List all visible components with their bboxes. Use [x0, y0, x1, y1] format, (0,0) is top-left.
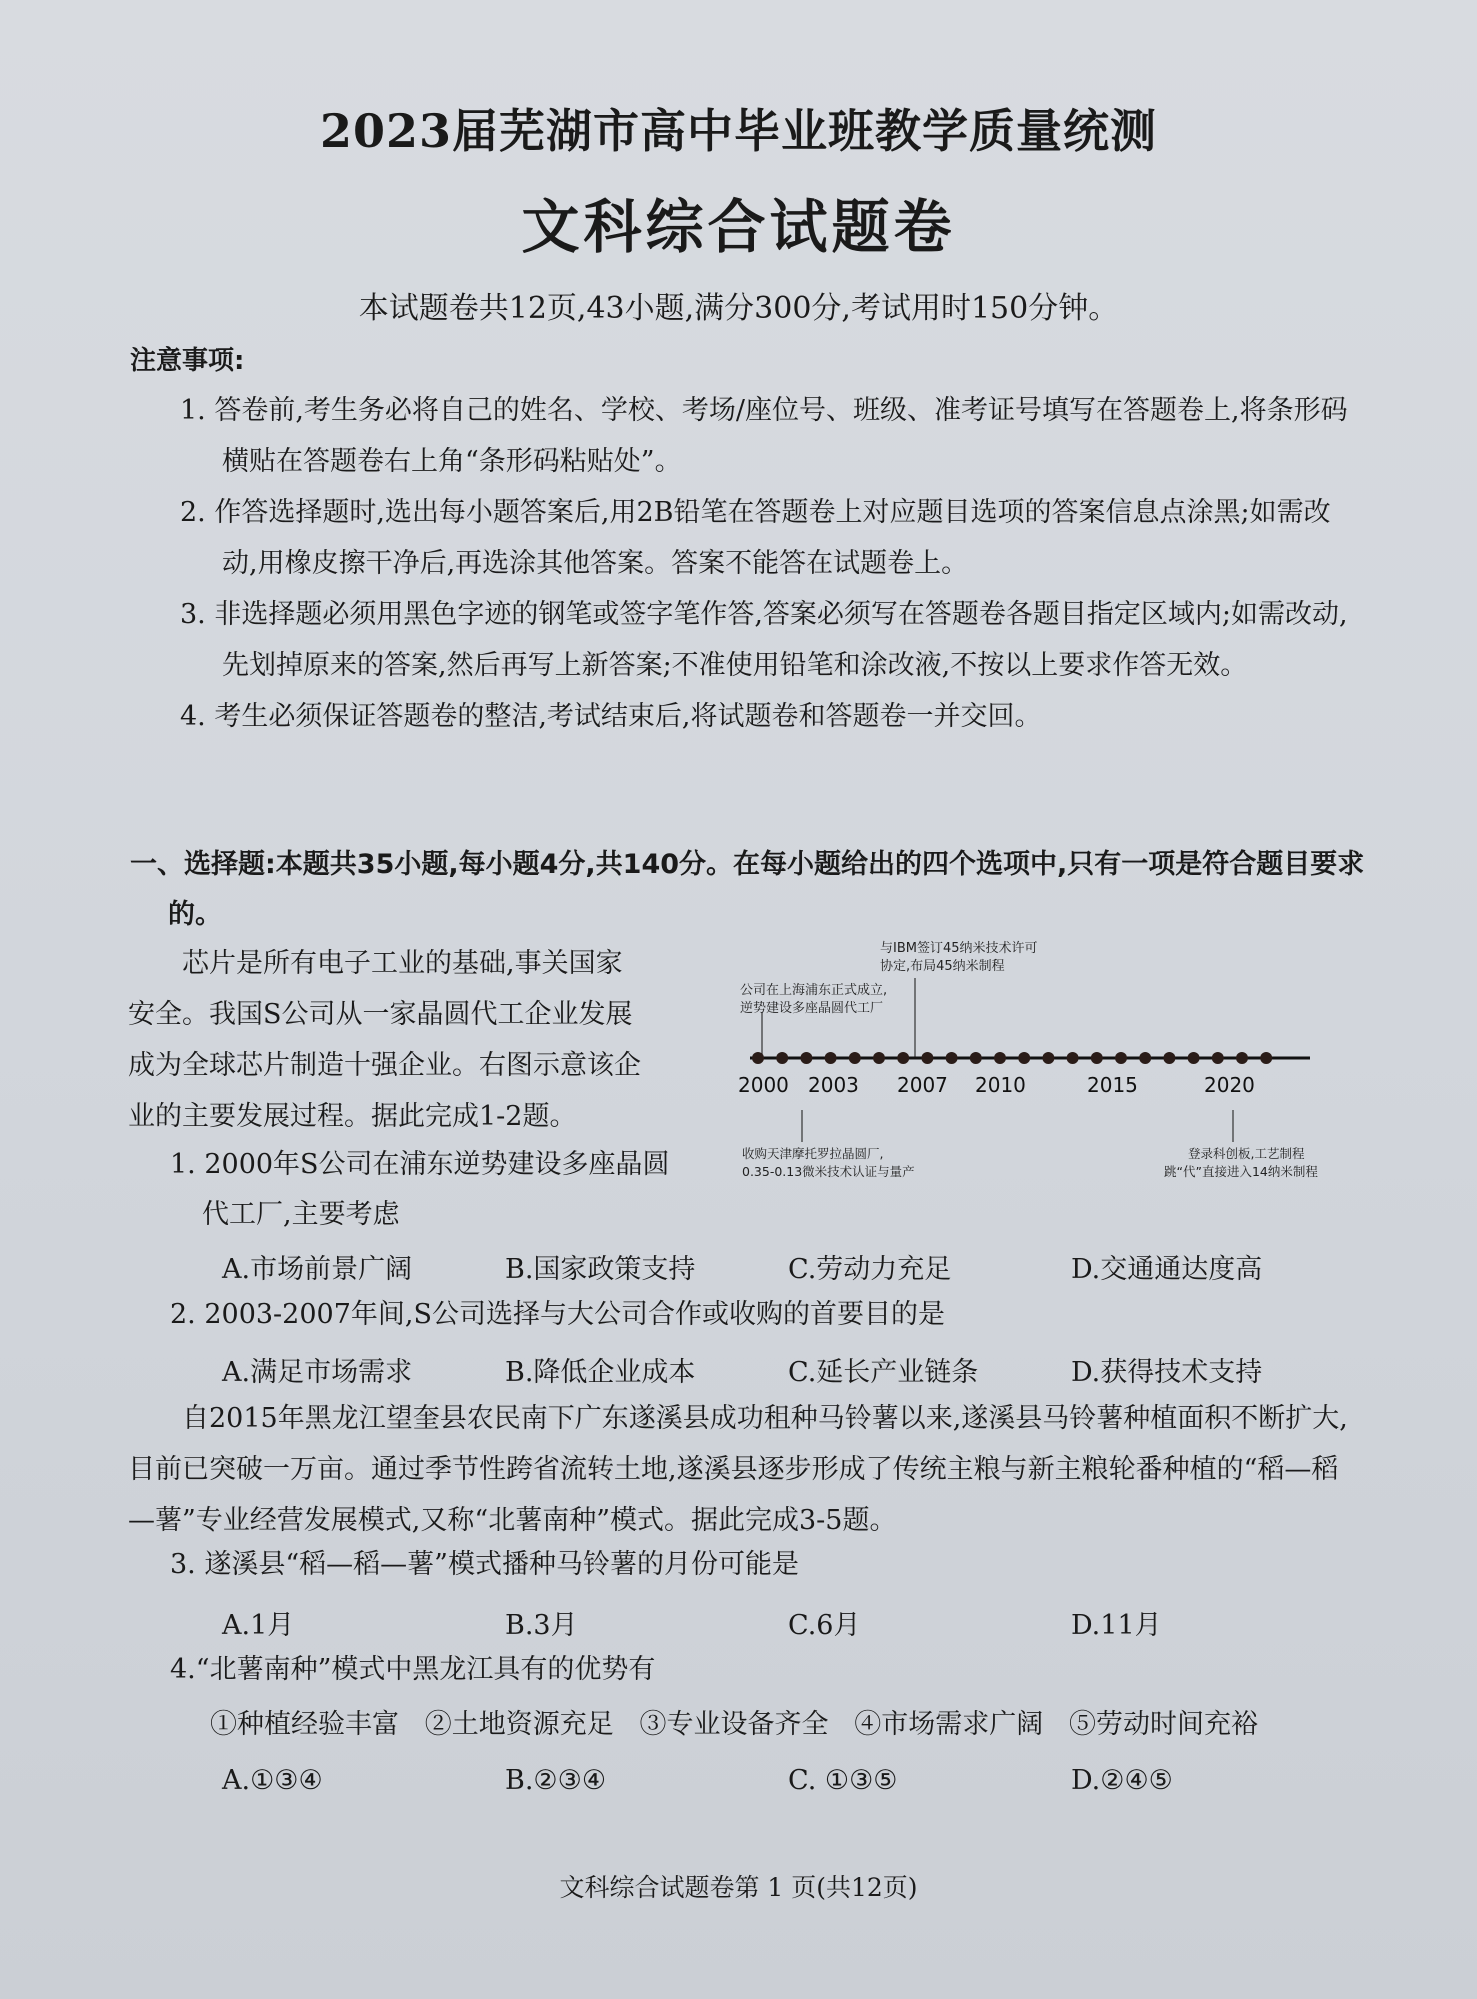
passage-chip — [128, 938, 698, 1142]
timeline-year-dot — [1236, 1052, 1248, 1064]
timeline-year: 2003 — [808, 1073, 859, 1097]
question-stem: 1. 2000年S公司在浦东逆势建设多座晶圆代工厂,主要考虑 — [170, 1149, 670, 1230]
option-d[interactable]: D.获得技术支持 — [1071, 1357, 1263, 1388]
timeline-year-dot — [1091, 1052, 1103, 1064]
timeline-annotation: 跳“代”直接进入14纳米制程 — [1164, 1164, 1318, 1179]
timeline-year-dot — [1042, 1052, 1054, 1064]
question-4 — [170, 1645, 1370, 1695]
question-4-choices: ①种植经验丰富 ②土地资源充足 ③专业设备齐全 ④市场需求广阔 ⑤劳动时间充裕 — [210, 1709, 1258, 1740]
note-item: 2. 作答选择题时,选出每小题答案后,用2B铅笔在答题卷上对应题目选项的答案信息点涂黑;如需改动,用橡皮擦干净后,再选涂其他答案。答案不能答在试题卷上。 — [180, 497, 1331, 579]
timeline-year-dot — [970, 1052, 982, 1064]
note-item: 1. 答卷前,考生务必将自己的姓名、学校、考场/座位号、班级、准考证号填写在答题卷上,将条形码横贴在答题卷右上角“条形码粘贴处”。 — [180, 395, 1348, 477]
timeline-year: 2007 — [897, 1073, 948, 1097]
timeline-year: 2020 — [1204, 1073, 1255, 1097]
timeline-annotation: 与IBM签订45纳米技术许可 — [880, 941, 1038, 956]
option-d[interactable]: D.交通通达度高 — [1071, 1254, 1263, 1285]
option-b[interactable]: B.3月 — [505, 1610, 578, 1641]
option-a[interactable]: A.1月 — [222, 1610, 295, 1641]
timeline-year-dot — [825, 1052, 837, 1064]
option-b[interactable]: B.降低企业成本 — [505, 1357, 696, 1388]
timeline-year-dot — [849, 1052, 861, 1064]
timeline-year-dot — [897, 1052, 909, 1064]
option-b[interactable]: B.②③④ — [505, 1765, 607, 1796]
question-1 — [170, 1140, 690, 1240]
note-item: 4. 考生必须保证答题卷的整洁,考试结束后,将试题卷和答题卷一并交回。 — [180, 701, 1042, 732]
timeline-year-dot — [1067, 1052, 1079, 1064]
timeline-annotation: 公司在上海浦东正式成立, — [740, 983, 888, 998]
timeline-year-dot — [776, 1052, 788, 1064]
timeline-annotation: 登录科创板,工艺制程 — [1188, 1146, 1305, 1161]
timeline-year-dot — [921, 1052, 933, 1064]
option-c[interactable]: C.6月 — [788, 1610, 861, 1641]
timeline-annotation: 协定,布局45纳米制程 — [880, 959, 1005, 974]
passage-line: 安全。我国S公司从一家晶圆代工企业发展 — [128, 999, 633, 1030]
question-stem: 4.“北薯南种”模式中黑龙江具有的优势有 — [170, 1654, 656, 1685]
timeline-year-dot — [1115, 1052, 1127, 1064]
note-item: 3. 非选择题必须用黑色字迹的钢笔或签字笔作答,答案必须写在答题卷各题目指定区域内;如需改动,先划掉原来的答案,然后再写上新答案;不准使用铅笔和涂改液,不按以上要求作答无效。 — [180, 599, 1348, 681]
passage-line: 业的主要发展过程。据此完成1-2题。 — [128, 1101, 577, 1132]
option-d[interactable]: D.②④⑤ — [1071, 1765, 1173, 1796]
option-c[interactable]: C. ①③⑤ — [788, 1765, 898, 1796]
timeline-year-dot — [800, 1052, 812, 1064]
exam-info: 本试题卷共12页,43小题,满分300分,考试用时150分钟。 — [358, 291, 1119, 326]
timeline-year-dot — [994, 1052, 1006, 1064]
notes-list — [180, 385, 1360, 742]
timeline-year-dot — [1018, 1052, 1030, 1064]
question-stem: 2. 2003-2007年间,S公司选择与大公司合作或收购的首要目的是 — [170, 1299, 945, 1330]
option-a[interactable]: A.市场前景广阔 — [222, 1254, 413, 1285]
timeline-year-dot — [946, 1052, 958, 1064]
timeline-year-dot — [1188, 1052, 1200, 1064]
timeline-year-dot — [873, 1052, 885, 1064]
option-b[interactable]: B.国家政策支持 — [505, 1254, 696, 1285]
company-timeline-figure — [720, 930, 1370, 1190]
question-2 — [170, 1290, 1370, 1340]
timeline-year: 2010 — [975, 1073, 1026, 1097]
option-d[interactable]: D.11月 — [1071, 1610, 1162, 1641]
question-stem: 3. 遂溪县“稻—稻—薯”模式播种马铃薯的月份可能是 — [170, 1549, 799, 1580]
option-c[interactable]: C.延长产业链条 — [788, 1357, 979, 1388]
passage-potato: 自2015年黑龙江望奎县农民南下广东遂溪县成功租种马铃薯以来,遂溪县马铃薯种植面积不断扩大,目前已突破一万亩。通过季节性跨省流转土地,遂溪县逐步形成了传统主粮与新主粮轮番种植的“稻—稻—薯”专业经营发展模式,又称“北薯南种”模式。据此完成3-5题。 — [128, 1403, 1348, 1536]
timeline-year-dot — [1212, 1052, 1224, 1064]
timeline-year-dot — [752, 1052, 764, 1064]
timeline-year-dot — [1260, 1052, 1272, 1064]
timeline-annotation: 0.35-0.13微米技术认证与量产 — [742, 1164, 915, 1179]
timeline-annotation: 逆势建设多座晶圆代工厂 — [740, 1001, 884, 1016]
exam-subtitle: 文科综合试题卷 — [521, 193, 956, 261]
timeline-year: 2015 — [1087, 1073, 1138, 1097]
option-a[interactable]: A.满足市场需求 — [222, 1357, 413, 1388]
timeline-year-dot — [1163, 1052, 1175, 1064]
exam-title: 2023届芜湖市高中毕业班教学质量统测 — [319, 104, 1158, 158]
option-c[interactable]: C.劳动力充足 — [788, 1254, 952, 1285]
timeline-year-dot — [1139, 1052, 1151, 1064]
timeline-annotation: 收购天津摩托罗拉晶圆厂, — [742, 1146, 884, 1161]
question-1-options — [222, 1247, 1372, 1287]
notes-heading: 注意事项: — [130, 346, 245, 376]
option-a[interactable]: A.①③④ — [222, 1765, 323, 1796]
section-heading: 一、选择题:本题共35小题,每小题4分,共140分。在每小题给出的四个选项中,只有一项是符合题目要求的。 — [130, 849, 1365, 930]
page-footer: 文科综合试题卷第 1 页(共12页) — [559, 1873, 918, 1902]
question-4-options — [222, 1765, 1372, 1805]
timeline-year: 2000 — [738, 1073, 789, 1097]
passage-line: 芯片是所有电子工业的基础,事关国家 — [182, 948, 623, 979]
question-3-options — [222, 1603, 1372, 1643]
question-3 — [170, 1540, 1370, 1590]
question-2-options — [222, 1350, 1372, 1390]
passage-line: 成为全球芯片制造十强企业。右图示意该企 — [128, 1050, 641, 1081]
